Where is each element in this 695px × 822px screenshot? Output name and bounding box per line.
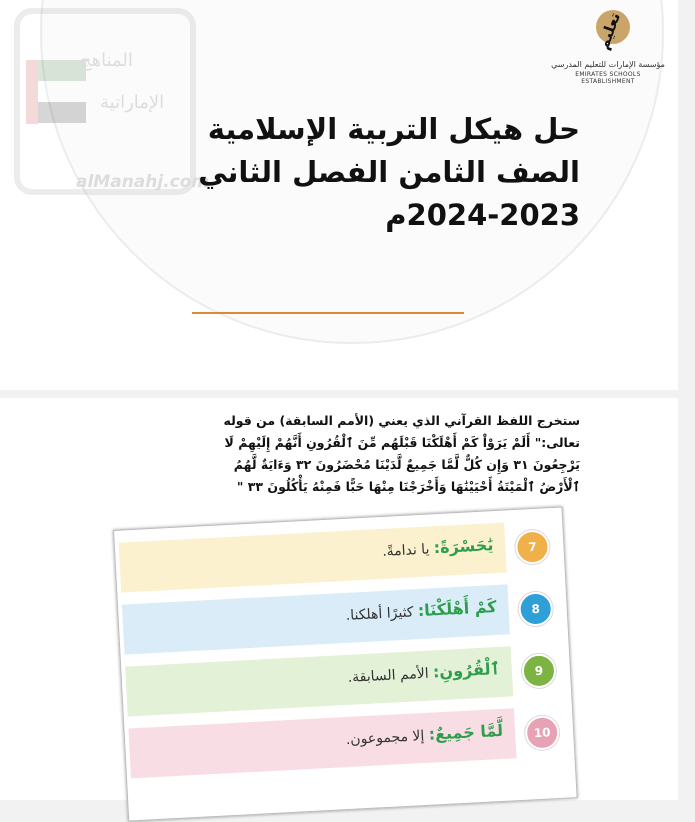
vocab-word: كَمْ أَهْلَكْنَا: (417, 597, 498, 621)
vocab-bar (122, 584, 510, 654)
vocab-meaning: إلا مجموعون. (345, 727, 430, 749)
vocab-word: يَٰحَسْرَةً: (433, 535, 494, 558)
title-slide (0, 0, 678, 390)
logo-arabic-name: مؤسسة الإمارات للتعليم المدرسي (551, 60, 665, 69)
vocab-meaning: يا ندامةً. (381, 541, 435, 560)
vocab-number: 9 (521, 653, 557, 689)
logo-word: تعليم (594, 10, 625, 52)
vocab-number: 8 (518, 591, 554, 627)
vocab-number: 7 (515, 529, 551, 565)
watermark-text-2: الإماراتية (100, 92, 165, 113)
vocab-meaning: الأمم السابقة. (347, 665, 434, 686)
question-line-3: يَرْجِعُونَ ٣١ وَإِن كُلٌّ لَّمَّا جَمِيعٌ لَّدَيْنَا مُحْضَرُونَ ٣٢ وَءَايَةٌ لَّهُمُ (233, 457, 580, 472)
vocab-bar (128, 708, 516, 778)
ese-logo (548, 8, 668, 85)
question-text (130, 410, 580, 498)
textbook-excerpt (113, 506, 578, 821)
vocab-row (125, 644, 567, 717)
page-title (150, 108, 580, 237)
vocab-number: 10 (524, 715, 560, 751)
question-line-1: ستخرج اللفظ القرآني الذي يعني (الأمم السابقة) من قوله (223, 413, 580, 428)
flag-icon (26, 60, 86, 124)
title-line-3: 2024-2023م (385, 198, 580, 232)
vocab-row (119, 520, 561, 593)
question-line-4: ٱلْأَرْضُ ٱلْمَيْتَةُ أَحْيَيْنَٰهَا وَأَخْرَجْنَا مِنْهَا حَبًّا فَمِنْهُ يَأْكُلُونَ ٣٣ " (236, 479, 580, 494)
vocab-word: ٱلْقُرُونِ: (432, 658, 501, 682)
vocab-meaning: كثيرًا أهلكنا. (345, 604, 419, 624)
vocab-row (122, 582, 564, 655)
watermark-text-1: المناهج (80, 50, 133, 71)
watermark-site: alManahj.com (76, 172, 210, 192)
title-line-1: حل هيكل التربية الإسلامية (207, 112, 580, 146)
vocab-word: لَّمَّا جَمِيعٌ: (428, 720, 504, 744)
vocab-bar (119, 523, 507, 593)
vocab-row (128, 705, 570, 778)
title-line-2: الصف الثامن الفصل الثاني (198, 155, 580, 189)
title-divider (192, 312, 464, 314)
vocab-bar (125, 646, 513, 716)
logo-english-name: EMIRATES SCHOOLS ESTABLISHMENT (575, 71, 641, 85)
question-line-2: تعالى:" أَلَمْ يَرَوْاْ كَمْ أَهْلَكْنَا قَبْلَهُم مِّنَ ٱلْقُرُونِ أَنَّهُمْ إِلَيْهِمْ لَا (224, 435, 580, 450)
